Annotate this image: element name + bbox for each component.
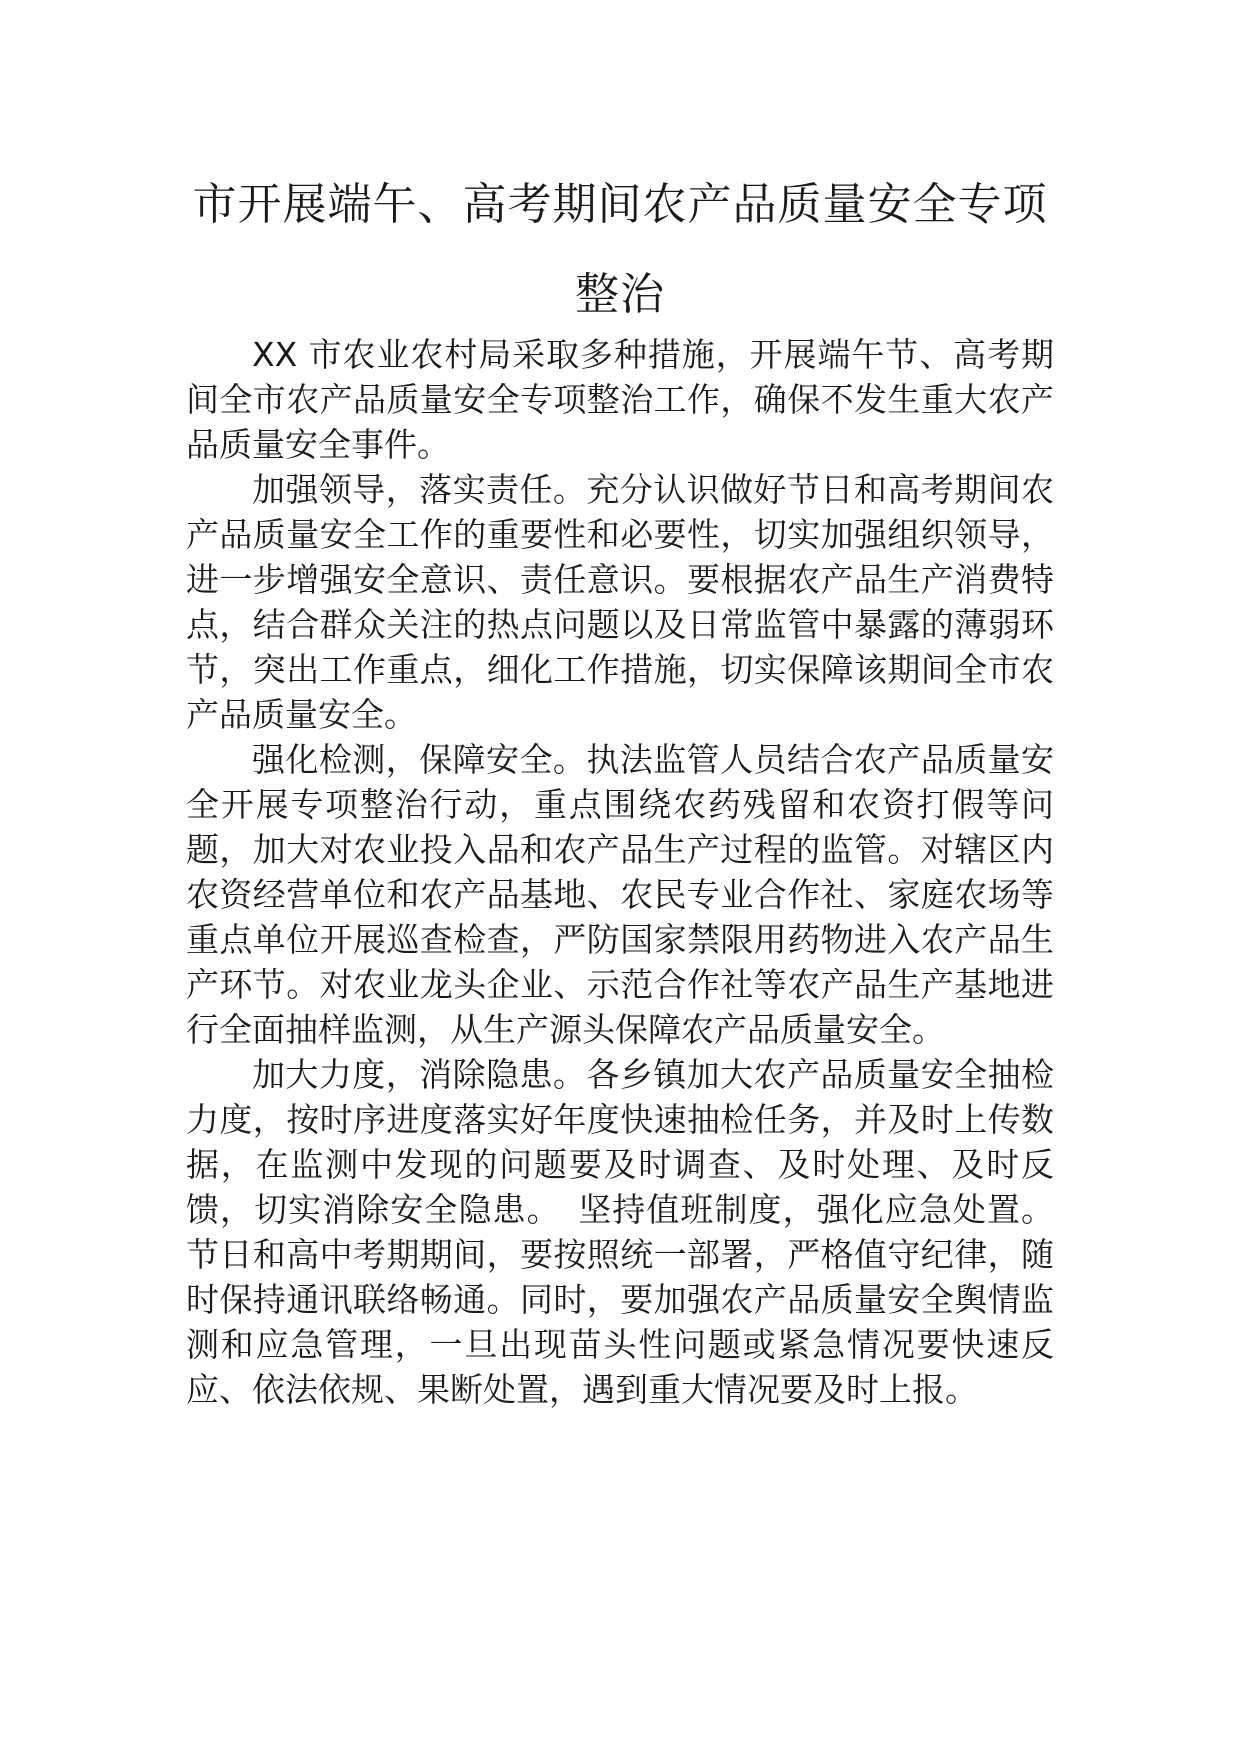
paragraph-testing: 强化检测，保障安全。执法监管人员结合农产品质量安全开展专项整治行动，重点围绕农药残留和农资打假等问题，加大对农业投入品和农产品生产过程的监管。对辖区内农资经营单位和农产品基地、农民专业合作社、家庭农场等重点单位开展巡查检查，严防国家禁限用药物进入农产品生产环节。对农业龙头企业、示范合作社等农产品生产基地进行全面抽样监测，从生产源头保障农产品质量安全。: [186, 740, 1054, 1049]
document-body: [186, 332, 1054, 1412]
paragraph-leadership: 加强领导，落实责任。充分认识做好节日和高考期间农产品质量安全工作的重要性和必要性，切实加强组织领导，进一步增强安全意识、责任意识。要根据农产品生产消费特点，结合群众关注的热点问题以及日常监管中暴露的薄弱环节，突出工作重点，细化工作措施，切实保障该期间全市农产品质量安全。: [186, 470, 1054, 734]
paragraph-inspection: 加大力度，消除隐患。各乡镇加大农产品质量安全抽检力度，按时序进度落实好年度快速抽检任务，并及时上传数据，在监测中发现的问题要及时调查、及时处理、及时反馈，切实消除安全隐患。 坚持值班制度，强化应急处置。节日和高中考期期间，要按照统一部署，严格值守纪律，随时保持通讯联络畅通。同时，要加强农产品质量安全舆情监测和应急管理，一旦出现苗头性问题或紧急情况要快速反应、依法依规、果断处置，遇到重大情况要及时上报。: [186, 1055, 1054, 1409]
document-title: 市开展端午、高考期间农产品质量安全专项整治: [192, 179, 1048, 320]
paragraph-intro: XX 市农业农村局采取多种措施，开展端午节、高考期间全市农产品质量安全专项整治工作，确保不发生重大农产品质量安全事件。: [186, 335, 1054, 464]
